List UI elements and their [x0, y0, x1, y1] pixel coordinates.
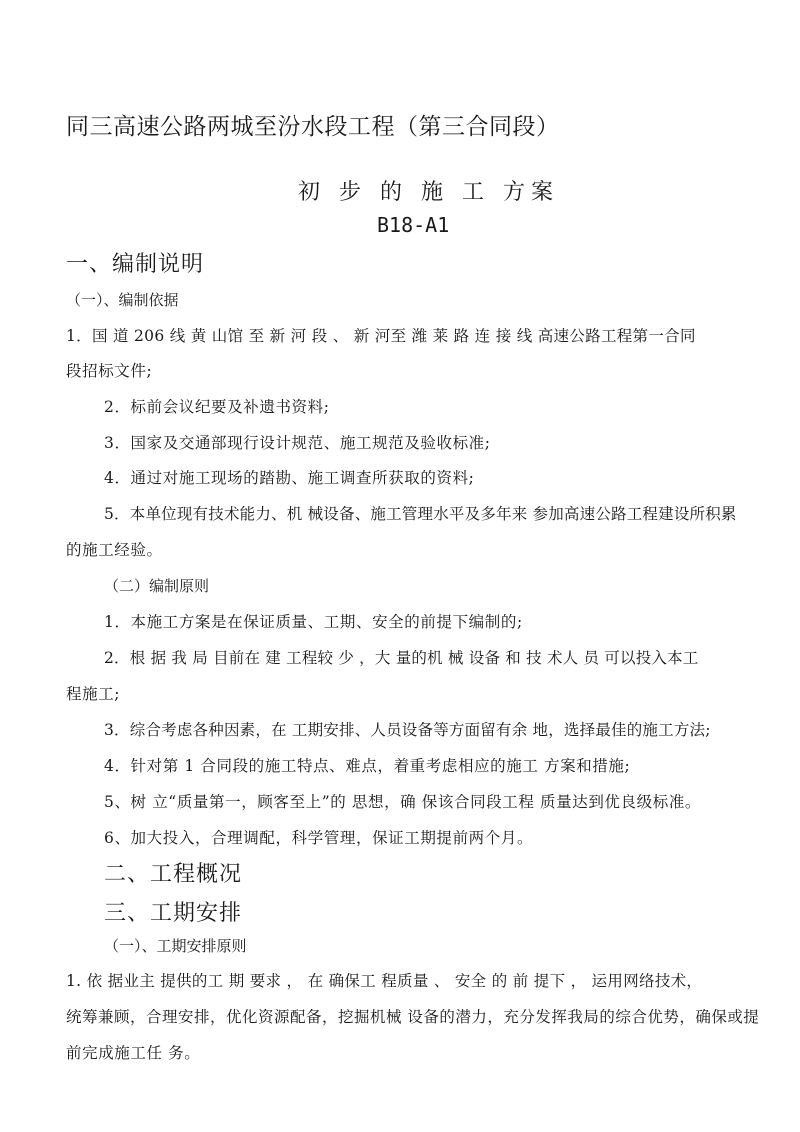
section-1-1-heading: （一）、编制依据 — [66, 291, 179, 309]
paragraph-line: 4．通过对施工现场的踏勘、施工调查所获取的资料; — [104, 469, 475, 487]
document-code: B18-A1 — [377, 213, 450, 237]
paragraph-line: 2．根 据 我 局 目前在 建 工程较 少 ，大 量的机 械 设备 和 技 术人 员 可以投入本工 — [104, 649, 699, 667]
paragraph-line: 5．本单位现有技术能力、机 械设备、施工管理水平及多年来 参加高速公路工程建设所积累 — [104, 505, 737, 523]
paragraph-line: 统筹兼顾，合理安排，优化资源配备，挖掘机械 设备的潜力，充分发挥我局的综合优势，确保或提 — [66, 1008, 760, 1026]
section-3-heading: 三、工期安排 — [104, 901, 243, 926]
paragraph-line: 5、树 立“质量第一，顾客至上”的 思想，确 保该合同段工程 质量达到优良级标准。 — [104, 793, 702, 811]
paragraph-line: 6、加大投入，合理调配，科学管理，保证工期提前两个月。 — [104, 829, 534, 847]
paragraph-line: 1. 依 据业主 提供的工 期 要求 ， 在 确保工 程质量 、 安全 的 前 提下 ， 运用网络技术， — [66, 972, 703, 990]
section-1-2-heading: （二）编制原则 — [104, 577, 210, 595]
project-title: 同三高速公路两城至汾水段工程（第三合同段） — [66, 114, 560, 140]
section-2-heading: 二、工程概况 — [104, 862, 243, 887]
paragraph-line: 的施工经验。 — [66, 541, 163, 559]
paragraph-line: 3．国家及交通部现行设计规范、施工规范及验收标准; — [104, 434, 491, 452]
paragraph-line: 2．标前会议纪要及补遗书资料; — [104, 398, 330, 416]
paragraph-line: 段招标文件; — [66, 362, 153, 380]
paragraph-line: 4．针对第 1 合同段的施工特点、难点，着重考虑相应的施工 方案和措施; — [104, 757, 631, 775]
paragraph-line: 1．本施工方案是在保证质量、工期、安全的前提下编制的; — [104, 613, 523, 631]
section-3-1-heading: （一）、工期安排原则 — [104, 937, 247, 955]
paragraph-line: 3．综合考虑各种因素，在 工期安排、人员设备等方面留有余 地，选择最佳的施工方法; — [104, 721, 711, 739]
paragraph-line: 1．国 道 206 线 黄 山馆 至 新 河 段 、 新 河至 潍 莱 路 连 接 线 高速公路工程第一合同 — [66, 327, 696, 345]
section-1-heading: 一、编制说明 — [66, 252, 205, 277]
paragraph-line: 前完成施工任 务。 — [66, 1044, 201, 1062]
paragraph-line: 程施工; — [66, 685, 121, 703]
document-title: 初 步 的 施 工 方案 — [298, 180, 559, 205]
